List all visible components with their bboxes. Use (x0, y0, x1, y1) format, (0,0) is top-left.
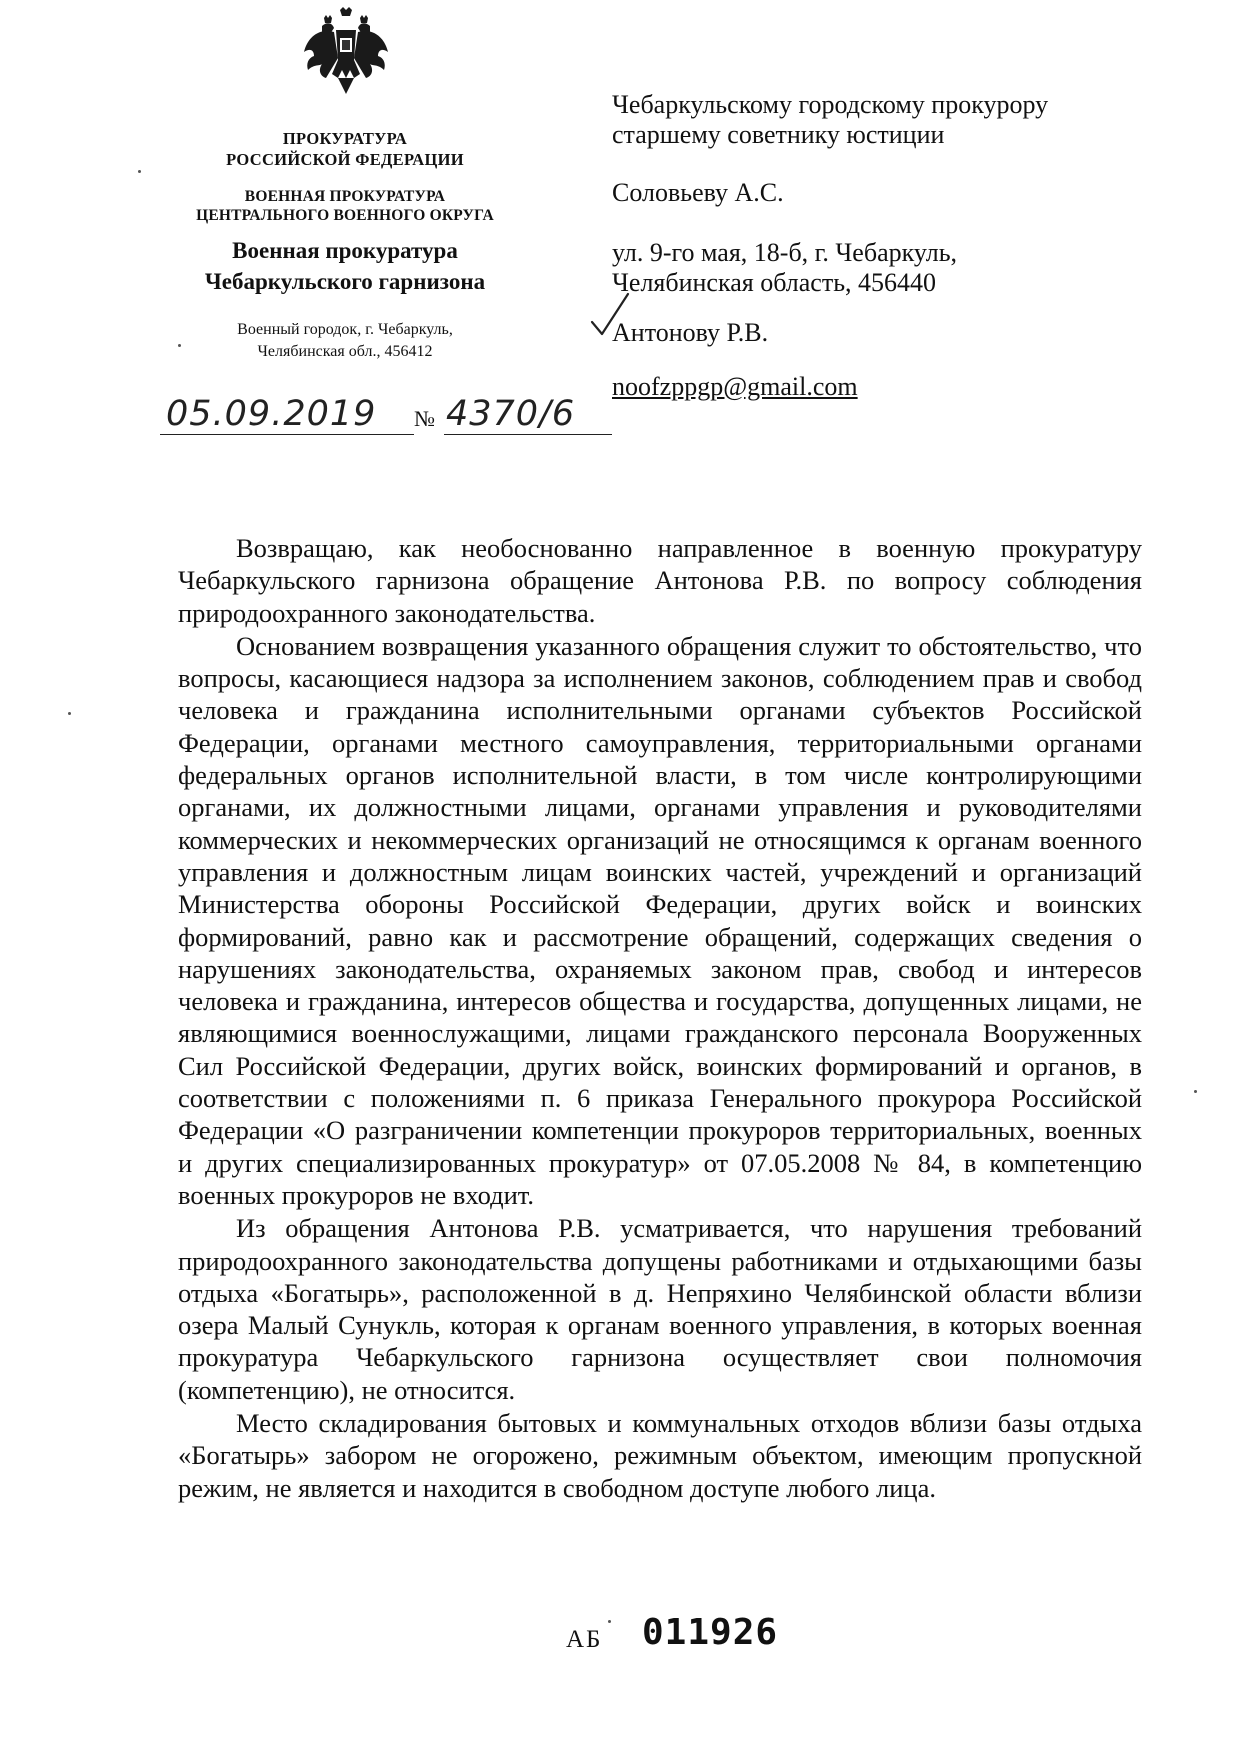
registration-line (160, 394, 612, 440)
scan-speck (68, 712, 71, 715)
sender-org-line6: Чебаркульского гарнизона (204, 269, 486, 294)
sender-block (170, 128, 520, 363)
recipient-line2: старшему советнику юстиции (612, 120, 945, 149)
body-paragraph-3: Из обращения Антонова Р.В. усматривается, что нарушения требований природоохранного законодательства допущены работниками и отдыхающими базы отдыха «Богатырь», расположенной в д. Непряхино Челябинской области вблизи озера Малый Сунукль, которая к органам военного управления, в которых военная прокуратура Чебаркульского гарнизона осуществляет свои полномочия (компетенцию), не относится. (178, 1213, 1142, 1405)
form-serial-prefix: АБ (566, 1626, 603, 1653)
letter-body (178, 532, 1142, 1505)
body-paragraph-4: Место складирования бытовых и коммунальных отходов вблизи базы отдыха «Богатырь» забором не огорожено, режимным объектом, имеющим пропускной режим, не является и находится в свободном доступе любого лица. (178, 1408, 1142, 1503)
form-serial (566, 1612, 866, 1662)
scan-speck (1194, 1090, 1197, 1093)
registration-number: 4370/6 (446, 394, 576, 434)
body-paragraph-2: Основанием возвращения указанного обращения служит то обстоятельство, что вопросы, касающиеся надзора за исполнением законов, соблюдением прав и свобод человека и гражданина исполнительными органами субъектов Российской Федерации, органами местного самоуправления, территориальными органами федеральных органов исполнительной власти, в том числе контролирующими органами, их должностными лицами, органами управления и руководителями коммерческих и некоммерческих организаций не относящимся к органам военного управления и должностным лицам воинских частей, учреждений и организаций Министерства обороны Российской Федерации, других войск и воинских формирований, равно как и рассмотрение обращений, содержащих сведения о нарушениях законодательства, охраняемых законом прав, свобод и интересов человека и гражданина, интересов общества и государства, допущенных лицами, не являющимися военнослужащими, лицами гражданского персонала Вооруженных Сил Российской Федерации, других войск, воинских формирований и органов, в соответствии с положениями п. 6 приказа Генерального прокурора Российской Федерации «О разграничении компетенции прокуроров территориальных, военных и других специализированных прокуратур» от 07.05.2008 № 84, в компетенцию военных прокуроров не входит. (178, 630, 1142, 1210)
scan-speck (178, 344, 181, 347)
recipient-block (612, 90, 1172, 298)
copy-recipient-name: Антонову Р.В. (612, 318, 769, 347)
registration-number-sign: № (414, 406, 435, 431)
sender-org-line4: ЦЕНТРАЛЬНОГО ВОЕННОГО ОКРУГА (196, 207, 494, 224)
sender-address-line1: Военный городок, г. Чебаркуль, (237, 321, 453, 338)
sender-org-line5: Военная прокуратура (232, 238, 458, 263)
double-headed-eagle-emblem-icon (300, 6, 392, 98)
recipient-address-line2: Челябинская область, 456440 (612, 268, 937, 297)
form-serial-number: 011926 (642, 1612, 779, 1653)
body-paragraph-1: Возвращаю, как необоснованно направленное в военную прокуратуру Чебаркульского гарнизона обращение Антонова Р.В. по вопросу соблюдения природоохранного законодательства. (178, 533, 1142, 628)
sender-org-line3: ВОЕННАЯ ПРОКУРАТУРА (244, 188, 446, 205)
recipient-address-line1: ул. 9-го мая, 18-б, г. Чебаркуль, (612, 238, 958, 267)
registration-number-underline (444, 434, 612, 435)
scan-speck (138, 170, 141, 173)
scan-speck (608, 1620, 611, 1623)
sender-org-line2: РОССИЙСКОЙ ФЕДЕРАЦИИ (226, 150, 464, 169)
sender-org-line1: ПРОКУРАТУРА (282, 129, 408, 148)
recipient-line1: Чебаркульскому городскому прокурору (612, 90, 1049, 119)
recipient-name: Соловьеву А.С. (612, 178, 784, 207)
copy-recipient-email: noofzppgp@gmail.com (612, 372, 858, 401)
registration-date-underline (160, 434, 414, 435)
registration-date: 05.09.2019 (166, 394, 377, 434)
sender-address-line2: Челябинская обл., 456412 (257, 343, 433, 360)
